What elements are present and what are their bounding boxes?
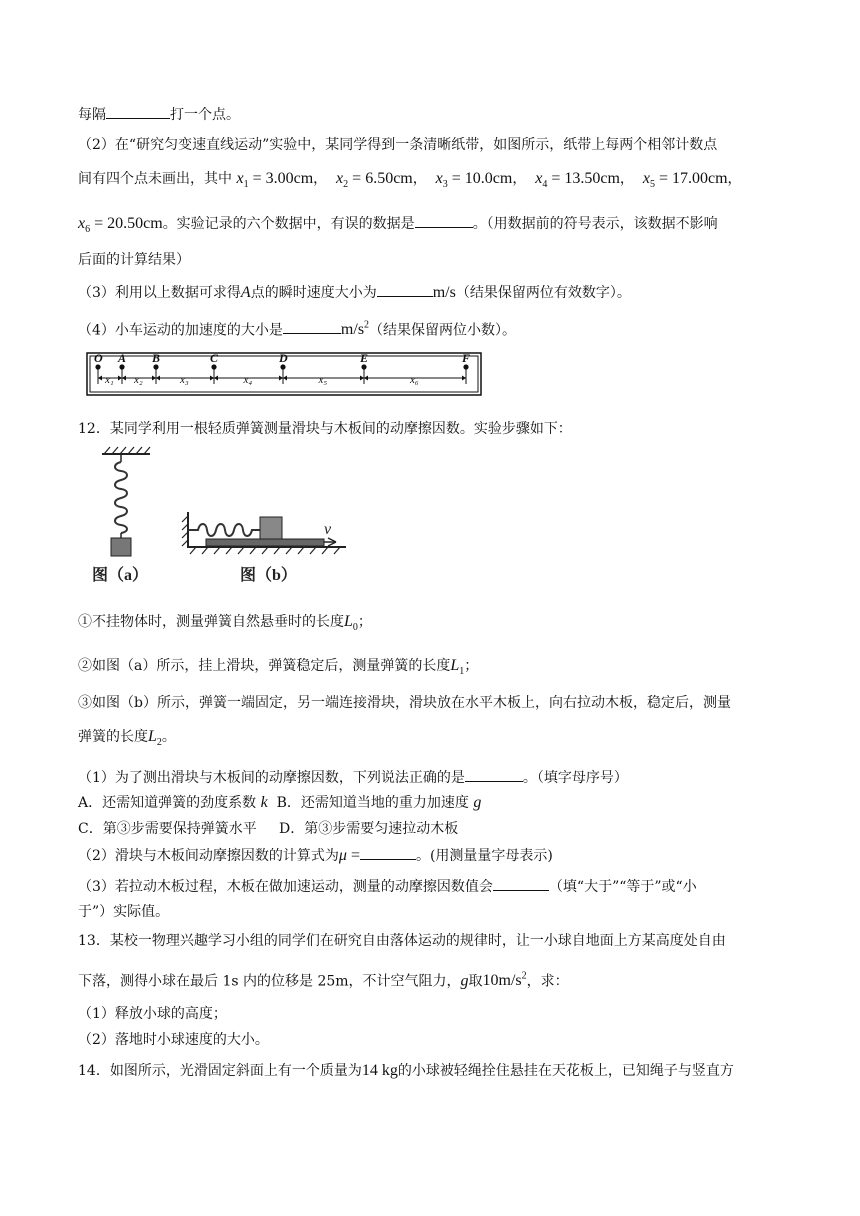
text: 。（用数据前的符号表示，该数据不影响 xyxy=(472,216,718,232)
option-a[interactable]: A．还需知道弹簧的劲度系数 xyxy=(78,795,257,811)
tape-point-label: C xyxy=(210,352,219,365)
tape-point-label: O xyxy=(94,352,103,365)
text: （结果保留两位小数）。 xyxy=(369,322,517,339)
x6-value: $x_6 = 20.50cm$ xyxy=(78,215,163,236)
tape-point-label: E xyxy=(360,352,369,365)
g-value: $10m/s^2$ xyxy=(482,971,527,990)
unit: $m/s^2$ xyxy=(340,320,370,339)
answer-blank[interactable] xyxy=(493,876,549,891)
text: 打一个点。 xyxy=(170,107,240,123)
l1-symbol: $L_1$ xyxy=(450,657,465,678)
text: 取 xyxy=(468,973,483,990)
answer-blank[interactable] xyxy=(106,104,170,119)
text: 。（填字母序号） xyxy=(522,770,628,786)
q13-part1: （1）释放小球的高度； xyxy=(78,1006,227,1022)
fig-b-label: 图（b） xyxy=(240,567,297,584)
hanging-block xyxy=(111,538,131,556)
k-symbol: k xyxy=(260,794,268,811)
q12-part2 xyxy=(78,845,553,866)
q11-part2-line1: （2）在“研究匀变速直线运动”实验中，某同学得到一条清晰纸带，如图所示，纸带上每两个相邻计数点 xyxy=(78,137,718,153)
text: 点的瞬时速度大小为 xyxy=(250,285,377,301)
spring-figure xyxy=(84,446,352,590)
g-symbol: g xyxy=(460,972,469,990)
answer-blank[interactable] xyxy=(283,319,341,334)
floor-hatch xyxy=(190,547,340,554)
q14-head xyxy=(78,1061,734,1081)
paper-tape-figure xyxy=(86,352,482,396)
segment-label: x₆ xyxy=(410,374,419,386)
text: ，求： xyxy=(526,973,569,990)
text: ②如图（a）所示，挂上滑块，弹簧稳定后，测量弹簧的长度 xyxy=(78,658,451,674)
tape-point-label: F xyxy=(462,352,471,365)
q11-part3 xyxy=(78,282,631,303)
q12-part3-line2: 于”）实际值。 xyxy=(78,904,170,920)
q12-options-cd xyxy=(78,819,458,839)
q12-step3-line2: 弹簧的长度$L_2$。 xyxy=(78,728,176,749)
text: 的小球被轻绳拴住悬挂在天花板上，已知绳子与竖直方 xyxy=(397,1063,734,1079)
text: 。实验记录的六个数据中，有误的数据是 xyxy=(162,216,415,232)
q12-step3-line1: ③如图（b）所示，弹簧一端固定，另一端连接滑块，滑块放在水平木板上，向右拉动木板，稳定后，测量 xyxy=(78,695,731,711)
option-c[interactable]: C．第③步需要保持弹簧水平 xyxy=(78,821,257,837)
q11-part2-line4: 后面的计算结果） xyxy=(78,252,190,268)
text: （2）滑块与木板间动摩擦因数的计算式为 xyxy=(78,848,339,864)
q12-head: 12．某同学利用一根轻质弹簧测量滑块与木板间的动摩擦因数。实验步骤如下： xyxy=(78,421,572,437)
hanging-spring xyxy=(115,462,127,533)
text: （4）小车运动的加速度的大小是 xyxy=(78,322,283,339)
answer-blank[interactable] xyxy=(377,282,433,297)
option-d[interactable]: D．第③步需要匀速拉动木板 xyxy=(278,821,459,837)
text: （结果保留两位有效数字）。 xyxy=(455,285,631,301)
q11-part4 xyxy=(78,316,516,340)
ceiling-hatch xyxy=(104,447,150,454)
q12-part1 xyxy=(78,767,628,788)
l2-symbol: $L_2$ xyxy=(148,728,162,749)
option-b[interactable]: B．还需知道当地的重力加速度 xyxy=(276,795,469,811)
q12-step2: ②如图（a）所示，挂上滑块，弹簧稳定后，测量弹簧的长度$L_1$； xyxy=(78,657,479,678)
segment-label: x₁ xyxy=(105,374,114,386)
text: 14．如图所示，光滑固定斜面上有一个质量为 xyxy=(78,1063,362,1079)
x3-value: $x_3 = 10.0cm$ xyxy=(435,170,513,191)
tape-point-label: B xyxy=(152,352,161,365)
q12-options-ab xyxy=(78,793,481,813)
segment-label: x₃ xyxy=(180,374,189,386)
q11-part2-line3 xyxy=(78,213,718,240)
g-symbol: g xyxy=(473,794,482,811)
segment-label: x₄ xyxy=(243,374,253,386)
text: 每隔 xyxy=(78,107,106,123)
q11-part2-line2: 间有四个点未画出，其中 $x_1 = 3.00cm$， $x_2 = 6.50cm$， $x_3 = 10.0cm$， $x_4 = 13.50cm$， $x_5 = 17.00cm$， xyxy=(78,170,742,191)
fig-a-label: 图（a） xyxy=(92,567,149,584)
text: 弹簧的长度 xyxy=(78,729,148,745)
x4-value: $x_4 = 13.50cm$ xyxy=(535,170,620,191)
l0-symbol: $L_0$ xyxy=(344,613,358,634)
segment-label: x₂ xyxy=(134,374,143,386)
mu-symbol: μ = xyxy=(338,847,360,864)
velocity-label: v xyxy=(324,521,332,538)
answer-blank[interactable] xyxy=(465,767,523,782)
text: 间有四个点未画出，其中 xyxy=(78,171,232,187)
text: （1）为了测出滑块与木板间的动摩擦因数，下列说法正确的是 xyxy=(78,770,465,786)
x5-value: $x_5 = 17.00cm$ xyxy=(642,170,728,191)
board xyxy=(206,539,324,546)
x1-value: $x_1 = 3.00cm$ xyxy=(236,170,314,191)
tape-point-label: A xyxy=(118,352,127,365)
slider-block xyxy=(260,517,282,539)
text: （3）若拉动木板过程，木板在做加速运动，测量的动摩擦因数值会 xyxy=(78,879,493,895)
mass-value: 14 kg xyxy=(361,1062,398,1079)
q12-part3-line1 xyxy=(78,876,697,897)
tape-point-label: D xyxy=(279,352,288,365)
text: 下落，测得小球在最后 1s 内的位移是 25m，不计空气阻力， xyxy=(78,973,461,990)
q12-step1: ①不挂物体时，测量弹簧自然悬垂时的长度$L_0$； xyxy=(78,613,372,634)
q11-line-interval xyxy=(78,104,240,125)
q13-part2: （2）落地时小球速度的大小。 xyxy=(78,1032,269,1048)
text: 。(用测量量字母表示) xyxy=(415,848,553,864)
text: ①不挂物体时，测量弹簧自然悬垂时的长度 xyxy=(78,614,344,630)
horizontal-spring xyxy=(188,524,260,536)
text: （3）利用以上数据可求得 xyxy=(78,285,241,301)
unit: m/s xyxy=(432,284,456,301)
text: （填“大于”“等于”或“小 xyxy=(548,879,697,895)
segment-label: x₅ xyxy=(318,374,328,386)
answer-blank[interactable] xyxy=(360,845,416,860)
point-a: A xyxy=(240,284,251,301)
q13-head: 13．某校一物理兴趣学习小组的同学们在研究自由落体运动的规律时，让一小球自地面上方某高度处自由 xyxy=(78,933,726,949)
q13-line2 xyxy=(78,967,569,991)
answer-blank[interactable] xyxy=(415,213,473,228)
x2-value: $x_2 = 6.50cm$ xyxy=(336,170,413,191)
